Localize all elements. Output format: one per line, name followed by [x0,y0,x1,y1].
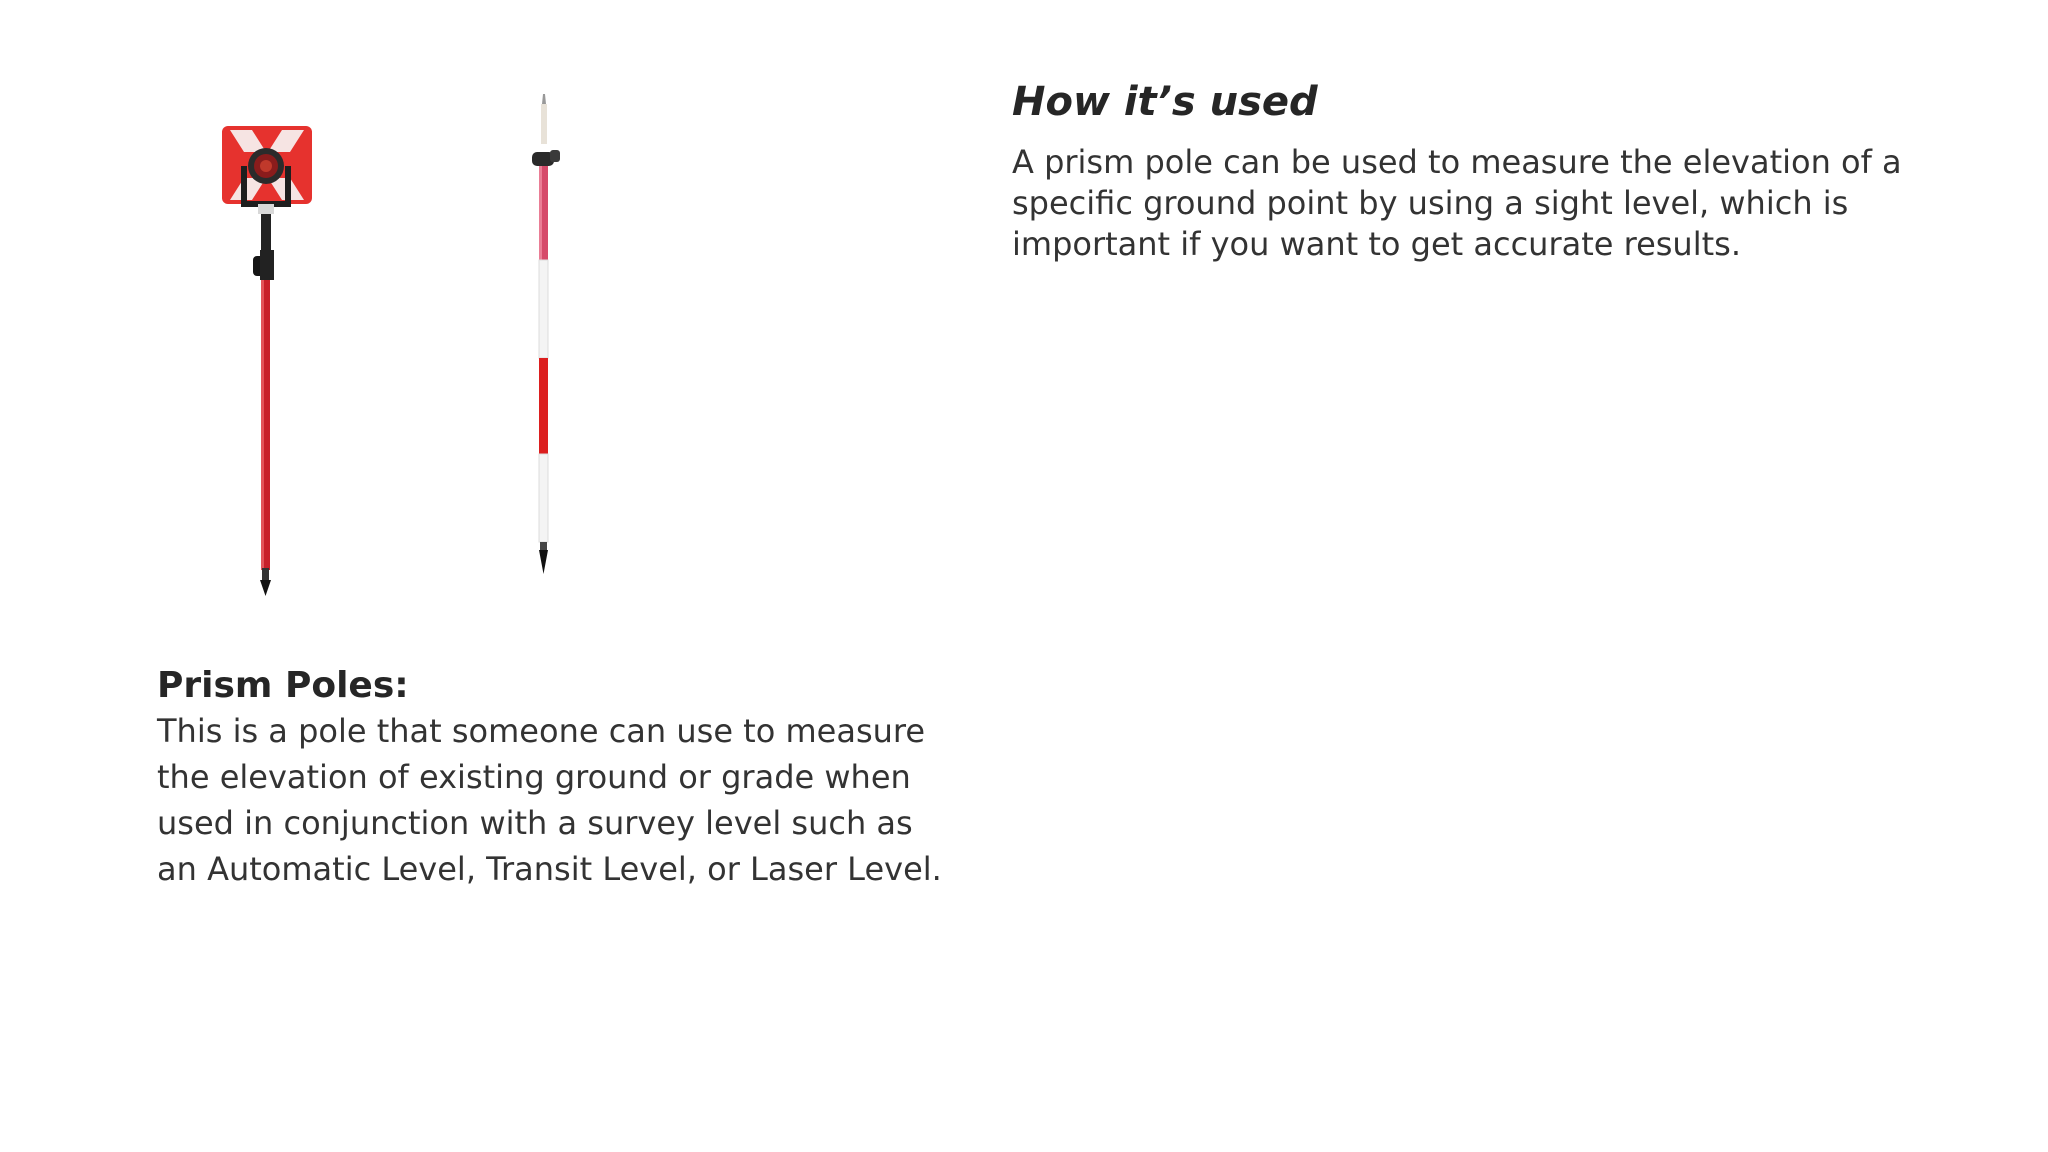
how-its-used-body-line-2: specific ground point by using a sight level, which is [1012,184,1849,222]
prism-poles-body-line-4: an Automatic Level, Transit Level, or Laser Level. [157,850,942,888]
how-its-used-body-line-3: important if you want to get accurate results. [1012,225,1741,263]
how-its-used-body-line-1: A prism pole can be used to measure the elevation of a [1012,143,1902,181]
how-its-used-heading: How it’s used [1012,79,1318,125]
prism-poles-heading: Prism Poles: [157,665,409,706]
prism-pole-image [200,100,340,610]
prism-poles-body-line-1: This is a pole that someone can use to measure [157,712,926,750]
survey-pole-image [510,92,580,592]
prism-poles-body-line-2: the elevation of existing ground or grade when [157,758,911,796]
prism-poles-body-line-3: used in conjunction with a survey level such as [157,804,913,842]
